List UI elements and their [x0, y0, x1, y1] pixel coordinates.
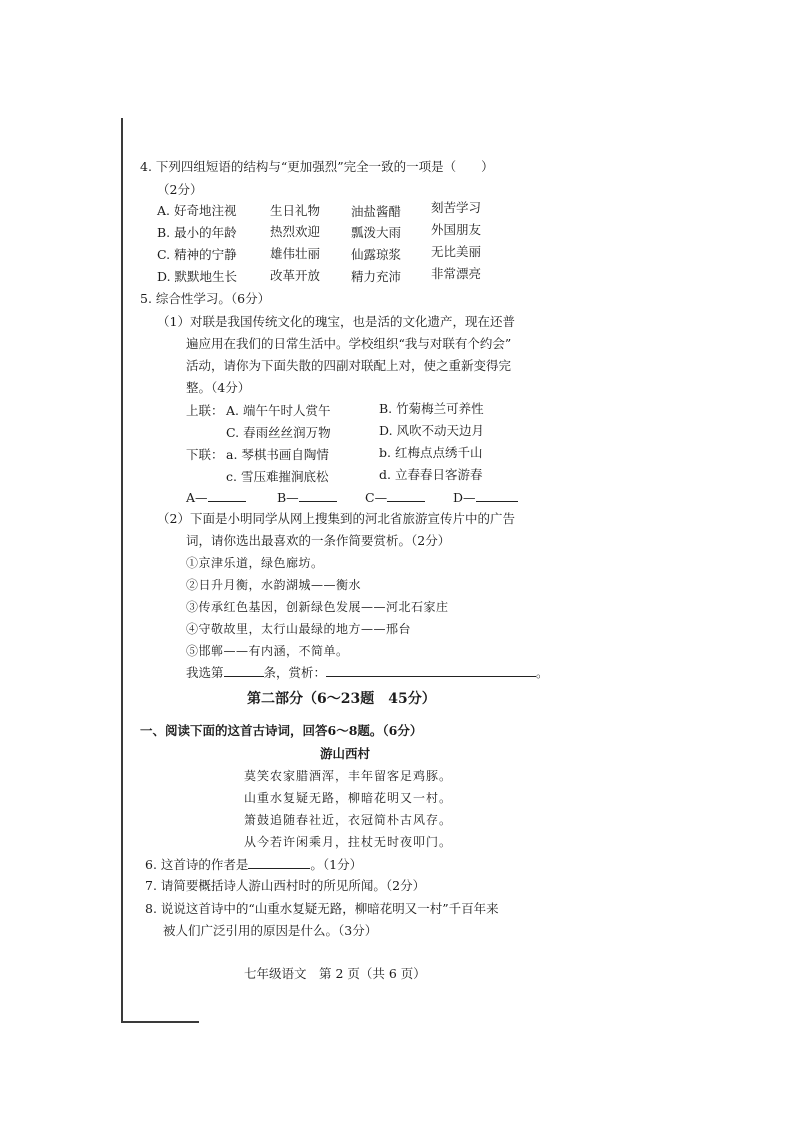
q8-line2: 被人们广泛引用的原因是什么。（3分） [163, 923, 378, 938]
q5-ad-4: ④守敬故里，太行山最绿的地方——邢台 [186, 622, 412, 636]
q5-appreciation-blank[interactable] [326, 664, 536, 677]
q5-upper-c: C. 春雨丝丝润万物 [226, 425, 331, 440]
q5-choose-number-blank[interactable] [224, 664, 264, 677]
q5-upper-a: A. 端午午时人赏午 [226, 403, 331, 418]
q4-option-b-item2: 瓢泼大雨 [351, 225, 402, 240]
q4-option-d-item3: 非常漂亮 [431, 266, 482, 281]
q4-option-a-item1: 生日礼物 [270, 203, 321, 218]
poem-line-3: 箫鼓追随春社近，衣冠简朴古风存。 [244, 813, 453, 827]
q5-ad-5: ⑤邯郸——有内涵，不简单。 [186, 644, 349, 658]
q5-match-b [277, 489, 337, 506]
q5-ad-1: ①京津乐道，绿色廊坊。 [186, 556, 324, 570]
q5-p1-line4: 整。（4分） [186, 380, 251, 395]
q6-author-blank[interactable] [248, 856, 310, 869]
q5-p2-line1: （2）下面是小明同学从网上搜集到的河北省旅游宣传片中的广告 [157, 511, 515, 526]
q5-lower-d: d. 立春春日客游春 [379, 467, 483, 482]
poem-line-4: 从今若许闲乘月，拄杖无时夜叩门。 [244, 835, 453, 849]
q5-ad-3: ③传承红色基因，创新绿色发展——河北石家庄 [186, 600, 449, 614]
q5-upper-label: 上联： [186, 403, 224, 418]
q5-lower-a: a. 琴棋书画自陶情 [226, 447, 329, 462]
q6-line [145, 856, 362, 873]
poem-line-2: 山重水复疑无路，柳暗花明又一村。 [244, 791, 453, 805]
page-footer: 七年级语文 第 2 页（共 6 页） [244, 966, 426, 981]
q4-option-c-item2: 仙露琼浆 [351, 247, 402, 262]
q5-choose-end: 。 [536, 665, 549, 680]
q4-option-a-item3: 刻苦学习 [431, 200, 482, 215]
q7-text: 7. 请简要概括诗人游山西村时的所见所闻。（2分） [145, 878, 426, 893]
q4-stem: 4. 下列四组短语的结构与“更加强烈”完全一致的一项是（ ） [140, 159, 494, 174]
q5-match-c-blank[interactable] [387, 489, 425, 502]
q8-line1: 8. 说说这首诗中的“山重水复疑无路，柳暗花明又一村”千百年来 [145, 901, 499, 916]
q4-option-c-label: C. 精神的宁静 [157, 247, 237, 262]
q5-p2-line2: 词，请你选出最喜欢的一条作简要赏析。（2分） [186, 533, 451, 548]
q6-prefix: 6. 这首诗的作者是 [145, 857, 249, 872]
q4-option-b-item3: 外国朋友 [431, 222, 482, 237]
q5-match-d [453, 489, 518, 506]
poem-title: 游山西村 [320, 746, 371, 761]
q4-option-b-label: B. 最小的年龄 [157, 225, 237, 240]
q5-match-b-blank[interactable] [299, 489, 337, 502]
q5-p1-line1: （1）对联是我国传统文化的瑰宝，也是活的文化遗产，现在还普 [157, 314, 515, 329]
q4-option-d-label: D. 默默地生长 [157, 269, 238, 284]
q4-option-d-item2: 精力充沛 [351, 269, 402, 284]
q5-lower-label: 下联： [186, 447, 224, 462]
q5-match-d-label: D— [453, 490, 476, 505]
q5-upper-b: B. 竹菊梅兰可养性 [379, 401, 484, 416]
section1-instruction: 一、阅读下面的这首古诗词，回答6～8题。（6分） [140, 723, 423, 738]
q5-choose-prefix: 我选第 [186, 665, 224, 680]
q4-score: （2分） [157, 182, 203, 197]
q5-match-a [186, 489, 246, 506]
q5-upper-d: D. 风吹不动天边月 [379, 423, 485, 438]
q5-p1-line3: 活动，请你为下面失散的四副对联配上对，使之重新变得完 [186, 358, 512, 373]
q5-match-d-blank[interactable] [476, 489, 518, 502]
q5-match-b-label: B— [277, 490, 299, 505]
binding-margin-foot [121, 1021, 199, 1023]
q5-match-a-label: A— [186, 490, 208, 505]
q4-option-c-item3: 无比美丽 [431, 244, 482, 259]
q4-option-b-item1: 热烈欢迎 [270, 224, 321, 239]
q5-title: 5. 综合性学习。（6分） [140, 291, 271, 306]
part2-heading: 第二部分（6～23题 45分） [247, 691, 436, 707]
q6-suffix: 。（1分） [310, 857, 363, 872]
q5-choose-mid: 条，赏析： [263, 665, 327, 680]
poem-line-1: 莫笑农家腊酒浑，丰年留客足鸡豚。 [244, 769, 453, 783]
q5-lower-b: b. 红梅点点绣千山 [379, 445, 483, 460]
q5-match-a-blank[interactable] [208, 489, 246, 502]
q5-lower-c: c. 雪压难摧涧底松 [226, 469, 329, 484]
q5-choose-line [186, 664, 549, 681]
q4-option-d-item1: 改革开放 [270, 268, 321, 283]
binding-margin-line [121, 118, 123, 1023]
q4-option-a-label: A. 好奇地注视 [157, 203, 237, 218]
q4-option-c-item1: 雄伟壮丽 [270, 246, 321, 261]
q5-ad-2: ②日升月衡，水韵湖城——衡水 [186, 578, 362, 592]
q4-option-a-item2: 油盐酱醋 [351, 204, 402, 219]
q5-p1-line2: 遍应用在我们的日常生活中。学校组织“我与对联有个约会” [186, 336, 512, 351]
q5-match-c-label: C— [365, 490, 388, 505]
q5-match-c [365, 489, 425, 506]
